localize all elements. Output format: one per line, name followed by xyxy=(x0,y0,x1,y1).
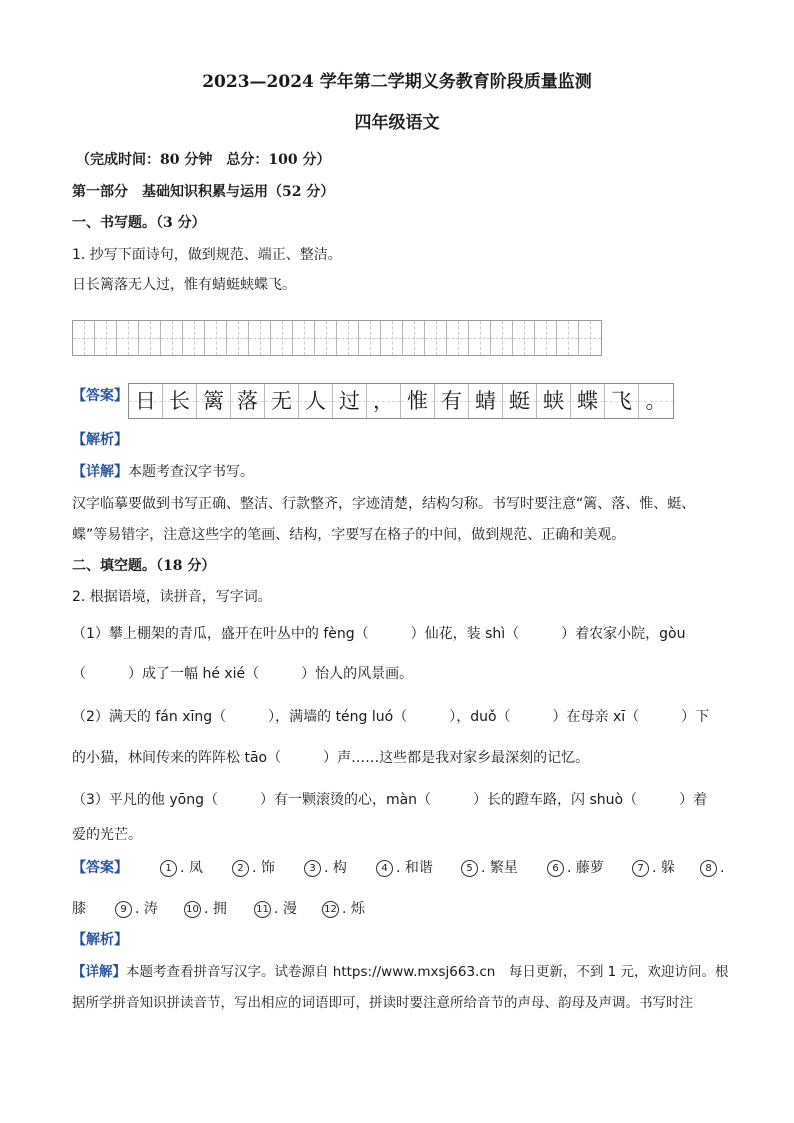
answer-cell: 过 xyxy=(333,384,367,418)
question-1: 1. 抄写下面诗句，做到规范、端正、整洁。 xyxy=(72,247,342,263)
grid-cell xyxy=(315,321,337,355)
grid-cell xyxy=(469,321,491,355)
grid-cell xyxy=(403,321,425,355)
answer-cell: 无 xyxy=(265,384,299,418)
answer-cell: 有 xyxy=(435,384,469,418)
analysis-tag: 【解析】 xyxy=(72,432,128,448)
fill-line: （2）满天的 fán xīng（ ），满墙的 téng luó（ ），duǒ（ ）在母亲 xī（ ）下 xyxy=(72,709,710,725)
detail-text: 本题考查看拼音写汉字。试卷源自 https://www.mxsj663.cn 每日更新，不到 1 元，欢迎访问。根 xyxy=(126,964,729,980)
detail-text: 本题考查汉字书写。 xyxy=(128,464,254,480)
answer-cell: 日 xyxy=(129,384,163,418)
grid-cell xyxy=(293,321,315,355)
section2-heading: 二、填空题。（18 分） xyxy=(72,558,216,574)
answer-item-lead: 膝 xyxy=(72,901,86,917)
grid-cell xyxy=(249,321,271,355)
detail-tag: 【详解】 xyxy=(72,964,126,980)
part1-heading: 第一部分 基础知识积累与运用（52 分） xyxy=(72,184,335,200)
answer-item: 1 . 凤 xyxy=(160,858,203,878)
fill-line: 爱的光芒。 xyxy=(72,827,142,843)
answer-item: 10 . 拥 xyxy=(184,899,227,919)
fill-line: 的小猫，林间传来的阵阵松 tāo（ ）声……这些都是我对家乡最深刻的记忆。 xyxy=(72,750,590,766)
section1-heading: 一、书写题。（3 分） xyxy=(72,215,206,231)
fill-line: （3）平凡的他 yōng（ ）有一颗滚烫的心，màn（ ）长的蹬车路，闪 shuò（ ）着 xyxy=(72,792,708,808)
detail-text: 据所学拼音知识拼读音节，写出相应的词语即可，拼读时要注意所给音节的声母、韵母及声调。书写时注 xyxy=(72,995,693,1011)
answer-item: 7 . 躲 xyxy=(632,858,675,878)
answer-item: 5 . 繁星 xyxy=(461,858,518,878)
grid-cell xyxy=(95,321,117,355)
grid-cell xyxy=(161,321,183,355)
question-2: 2. 根据语境，读拼音，写字词。 xyxy=(72,589,272,605)
answer-cell: 人 xyxy=(299,384,333,418)
detail-line xyxy=(72,462,254,482)
page-title: 2023—2024 学年第二学期义务教育阶段质量监测 xyxy=(202,72,592,92)
answer-cell: 飞 xyxy=(605,384,639,418)
answer-item: 11 . 漫 xyxy=(254,899,297,919)
grid-cell xyxy=(491,321,513,355)
page-subtitle: 四年级语文 xyxy=(354,113,440,133)
grid-cell xyxy=(535,321,557,355)
answer-item: 4 . 和谐 xyxy=(376,858,433,878)
answer-cell: 蝶 xyxy=(571,384,605,418)
detail-tag: 【详解】 xyxy=(72,464,128,480)
grid-cell xyxy=(139,321,161,355)
answer-cell: 蛱 xyxy=(537,384,571,418)
answer-grid xyxy=(128,383,674,419)
detail-line xyxy=(72,962,729,982)
fill-line: （1）攀上棚架的青瓜，盛开在叶丛中的 fèng（ ）仙花，装 shì（ ）着农家小院，gòu xyxy=(72,626,686,642)
answer-item: 8 . xyxy=(700,858,724,878)
answer-cell: 篱 xyxy=(197,384,231,418)
exam-info: （完成时间：80 分钟 总分：100 分） xyxy=(76,152,331,168)
grid-cell xyxy=(117,321,139,355)
grid-cell xyxy=(183,321,205,355)
answer-cell: 蜓 xyxy=(503,384,537,418)
grid-cell xyxy=(73,321,95,355)
answer-cell: 。 xyxy=(639,384,673,418)
answer-tag: 【答案】 xyxy=(72,388,128,404)
answer-cell: ， xyxy=(367,384,401,418)
answer-cell: 落 xyxy=(231,384,265,418)
grid-cell xyxy=(359,321,381,355)
grid-cell xyxy=(337,321,359,355)
detail-text: 蝶”等易错字，注意这些字的笔画、结构，字要写在格子的中间，做到规范、正确和美观。 xyxy=(72,527,626,543)
answer-cell: 蜻 xyxy=(469,384,503,418)
answer-item: 3 . 构 xyxy=(304,858,347,878)
answer-item: 9 . 涛 xyxy=(115,899,158,919)
grid-cell xyxy=(271,321,293,355)
grid-cell xyxy=(425,321,447,355)
grid-cell xyxy=(513,321,535,355)
grid-cell xyxy=(205,321,227,355)
writing-grid xyxy=(72,320,602,356)
answer-item: 6 . 藤萝 xyxy=(547,858,604,878)
poem-text: 日长篱落无人过，惟有蜻蜓蛱蝶飞。 xyxy=(72,277,296,293)
answer-item: 2 . 饰 xyxy=(232,858,275,878)
detail-text: 汉字临摹要做到书写正确、整洁、行款整齐，字迹清楚，结构匀称。书写时要注意“篱、落、惟、蜓、 xyxy=(72,496,696,512)
grid-cell xyxy=(381,321,403,355)
grid-cell xyxy=(579,321,601,355)
answer-cell: 长 xyxy=(163,384,197,418)
fill-line: （ ）成了一幅 hé xié（ ）怡人的风景画。 xyxy=(72,666,414,682)
grid-cell xyxy=(227,321,249,355)
answer-cell: 惟 xyxy=(401,384,435,418)
grid-cell xyxy=(557,321,579,355)
answer-item: 12 . 烁 xyxy=(322,899,365,919)
analysis-tag: 【解析】 xyxy=(72,932,128,948)
grid-cell xyxy=(447,321,469,355)
answer-tag: 【答案】 xyxy=(72,860,128,876)
